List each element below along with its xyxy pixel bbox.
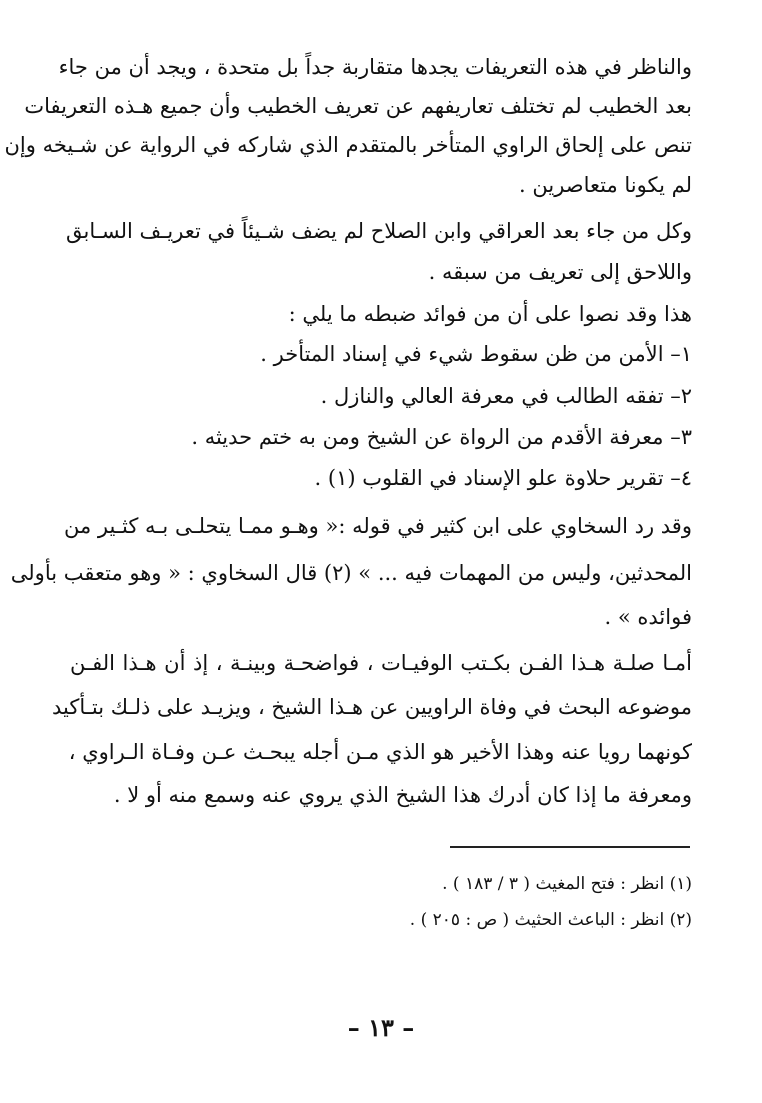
text-line-7: هذا وقد نصوا على أن من فوائد ضبطه ما يلي : bbox=[288, 302, 692, 326]
text-line-12: وقد رد السخاوي على ابن كثير في قوله :« وهـو ممـا يتحلـى بـه كثـير من bbox=[64, 514, 692, 538]
page-number: – ١٣ – bbox=[347, 1013, 415, 1042]
text-line-18: ومعرفة ما إذا كان أدرك هذا الشيخ الذي يروي عنه وسمع منه أو لا . bbox=[113, 783, 692, 807]
text-line-2: بعد الخطيب لم تختلف تعاريفهم عن تعريف الخطيب وأن جميع هـذه التعريفات bbox=[24, 94, 692, 118]
footnote-1: (١) انظر : فتح المغيث ( ٣ / ١٨٣ ) . bbox=[442, 874, 692, 894]
text-line-5: وكل من جاء بعد العراقي وابن الصلاح لم يضف شـيئاً في تعريـف السـابق bbox=[65, 219, 692, 243]
footnote-divider bbox=[450, 846, 690, 848]
text-line-17: كونهما رويا عنه وهذا الأخير هو الذي مـن أجله يبحـث عـن وفـاة الـراوي ، bbox=[68, 740, 692, 764]
text-line-3: تنص على إلحاق الراوي المتأخر بالمتقدم الذي شاركه في الرواية عن شـيخه وإن bbox=[4, 133, 692, 157]
footnote-2: (٢) انظر : الباعث الحثيث ( ص : ٢٠٥ ) . bbox=[409, 910, 692, 930]
text-line-4: لم يكونا متعاصرين . bbox=[519, 173, 692, 197]
list-item-4: ٤– تقرير حلاوة علو الإسناد في القلوب (١) . bbox=[314, 466, 692, 490]
text-line-15: أمـا صلـة هـذا الفـن بكـتب الوفيـات ، فواضحـة وبينـة ، إذ أن هـذا الفـن bbox=[70, 651, 692, 675]
list-item-3: ٣– معرفة الأقدم من الرواة عن الشيخ ومن به ختم حديثه . bbox=[191, 425, 692, 449]
text-line-6: واللاحق إلى تعريف من سبقه . bbox=[428, 260, 692, 284]
text-line-1: والناظر في هذه التعريفات يجدها متقاربة جداً بل متحدة ، ويجد أن من جاء bbox=[58, 55, 692, 79]
list-item-2: ٢– تفقه الطالب في معرفة العالي والنازل . bbox=[320, 384, 692, 408]
text-line-16: موضوعه البحث في وفاة الراويين عن هـذا الشيخ ، ويزيـد على ذلـك بتـأكيد bbox=[51, 695, 692, 719]
text-line-13: المحدثين، وليس من المهمات فيه ... » (٢) قال السخاوي : « وهو متعقب بأولى bbox=[10, 561, 692, 585]
text-line-14: فوائده » . bbox=[604, 605, 692, 629]
list-item-1: ١– الأمن من ظن سقوط شيء في إسناد المتأخر . bbox=[260, 342, 692, 366]
